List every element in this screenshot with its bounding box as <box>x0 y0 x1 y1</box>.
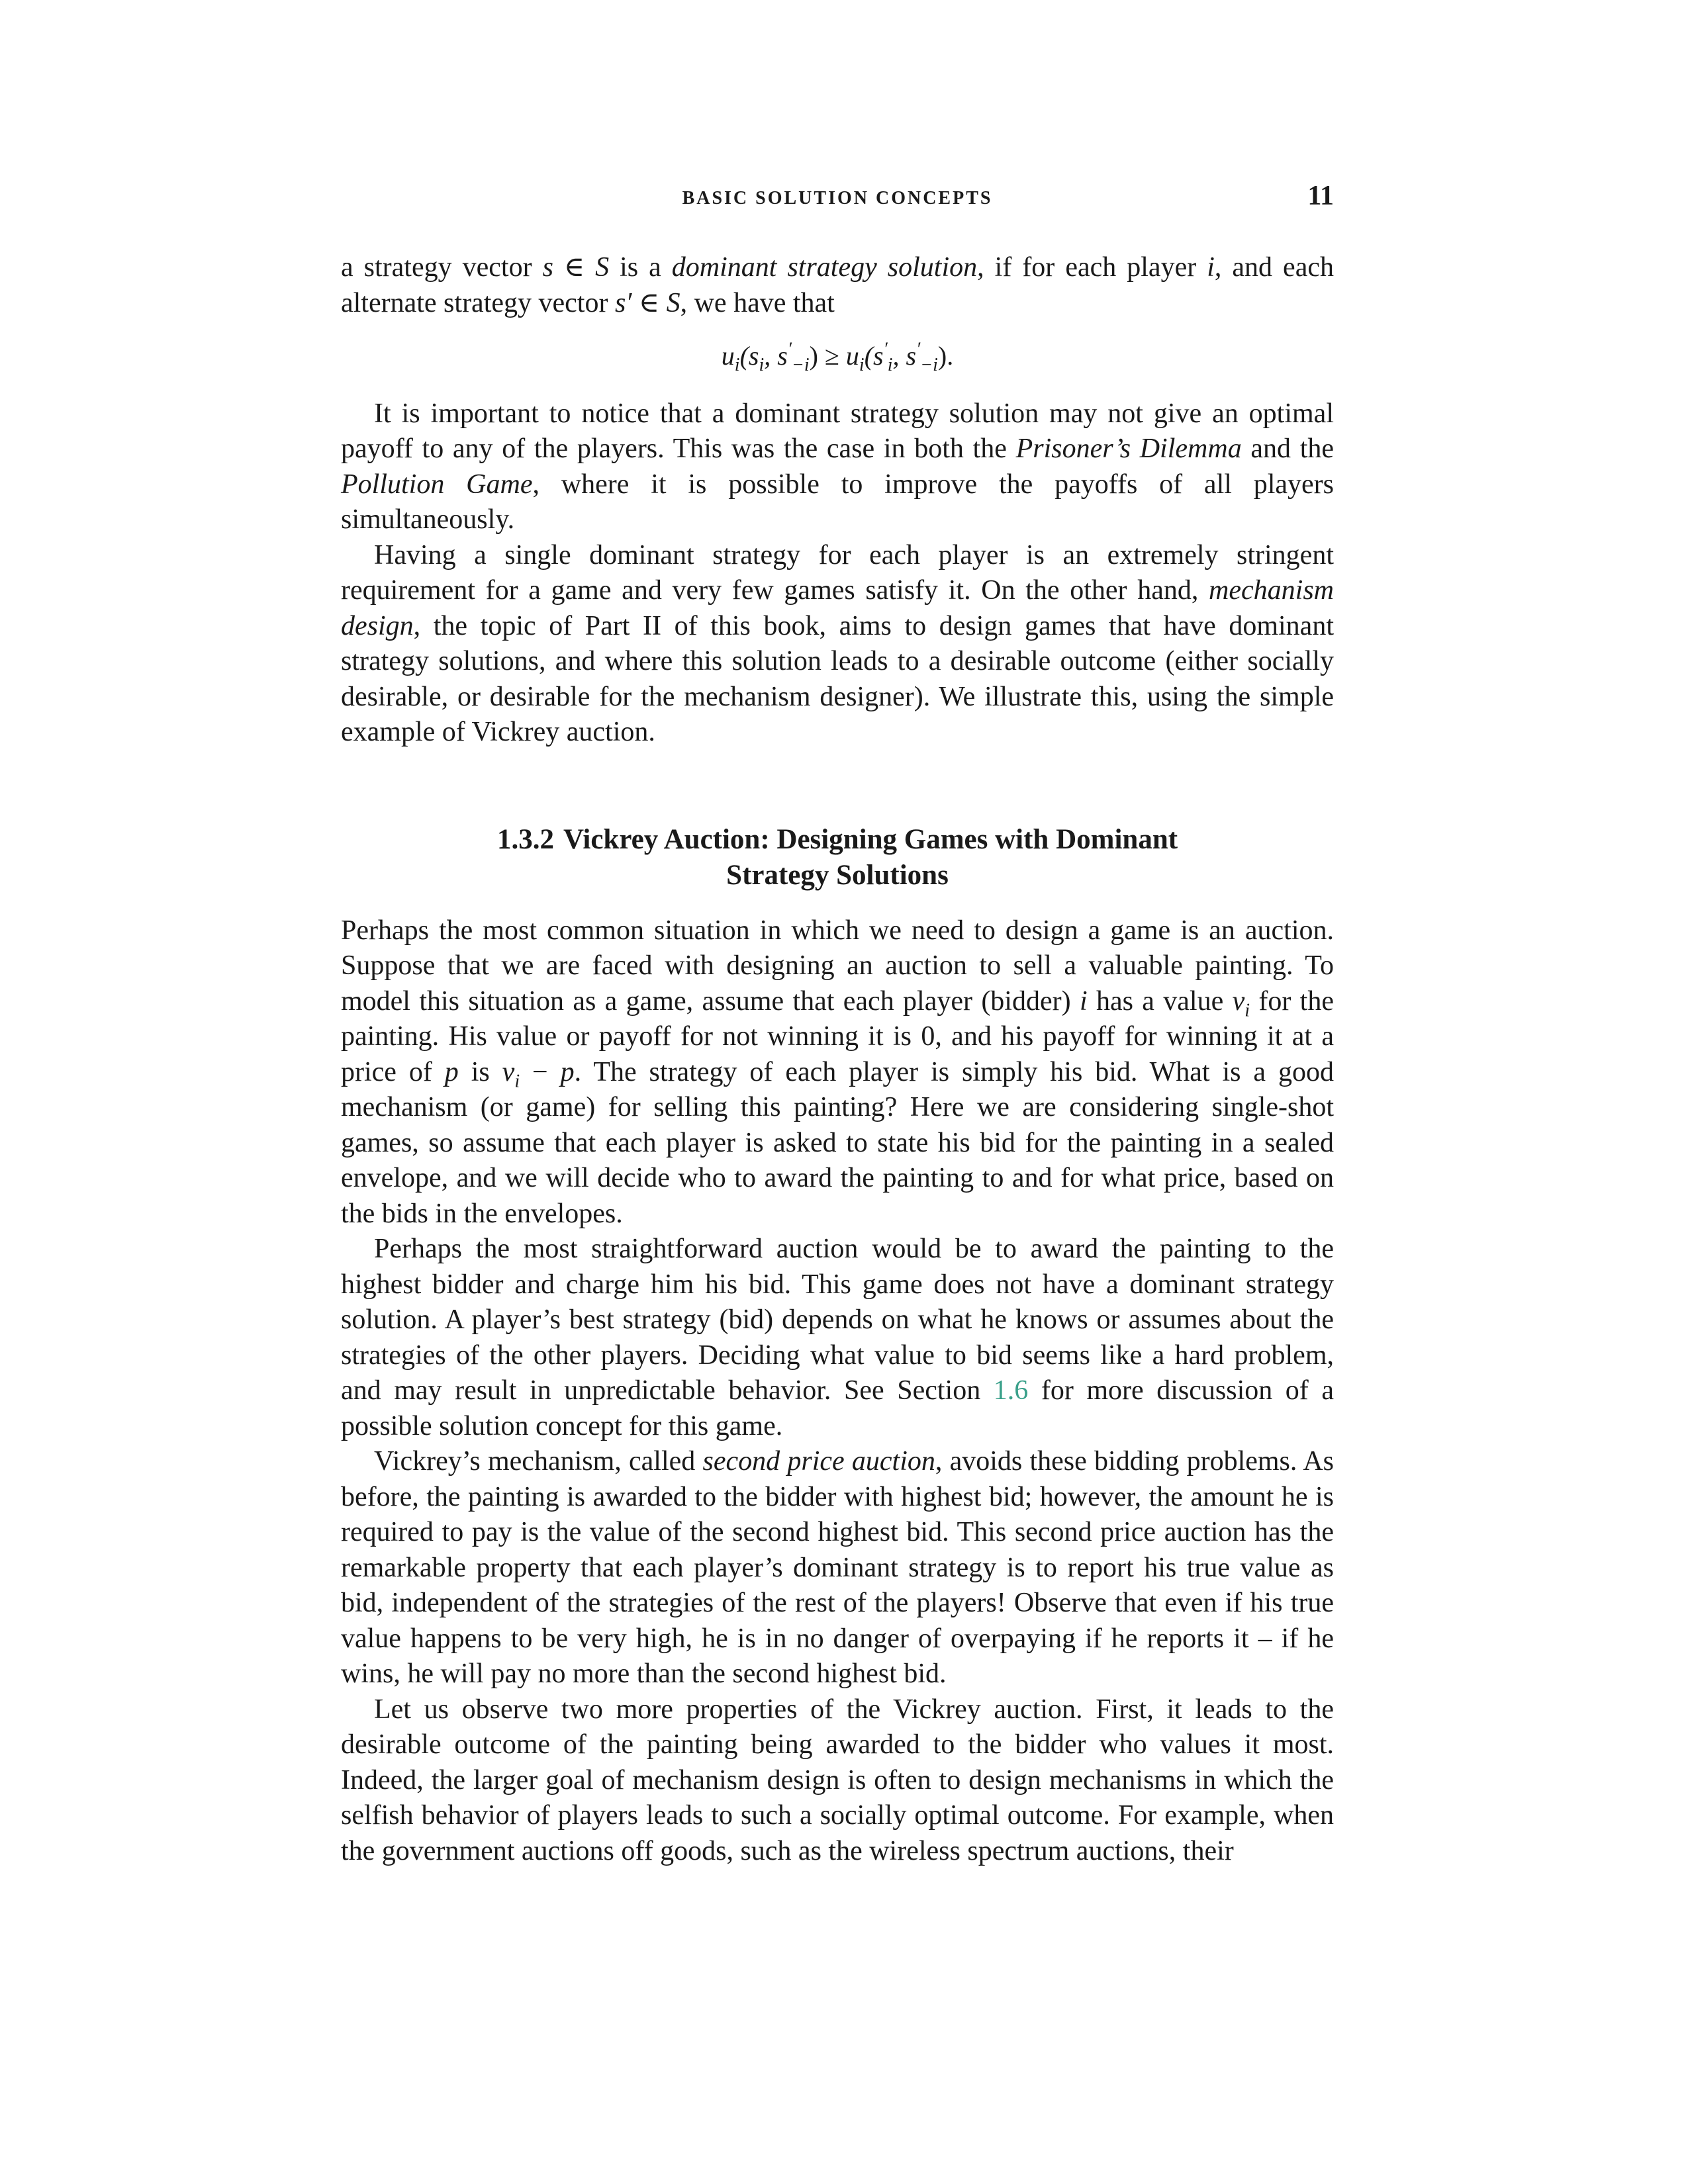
paragraph-first-price: Perhaps the most straightforward auction would be to award the painting to the highest bidder and charge him his bid. This game does not have a dominant strategy solution. A player’s best strategy (bid) depends on what he knows or assumes about the strategies of the other players. Deciding what value to bid seems like a hard problem, and may result in unpredictable behavior. See Section 1.6 for more discussion of a possible solution concept for this game. <box>341 1234 1335 1441</box>
intro-paragraph: a strategy vector s ∈ S is a dominant strategy solution, if for each player i, and each alternate strategy vector s′ ∈ S, we have that <box>341 252 1334 318</box>
paragraph-properties: Let us observe two more properties of the Vickrey auction. First, it leads to the desirable outcome of the painting being awarded to the bidder who values it most. Indeed, the larger goal of mechanism design is often to design mechanisms in which the selfish behavior of players leads to such a socially optimal outcome. For example, when the government auctions off goods, such as the wireless spectrum auctions, their <box>341 1694 1334 1866</box>
section-title-line1: Vickrey Auction: Designing Games with Dominant <box>563 823 1178 855</box>
section-title-line2: Strategy Solutions <box>726 859 949 891</box>
section-reference-link[interactable]: 1.6 <box>993 1375 1029 1406</box>
page-header <box>341 180 1334 226</box>
paragraph-auction-setup: Perhaps the most common situation in which we need to design a game is an auction. Suppose that we are faced with designing an auction to sell a valuable painting. To model this situation as a game, assume that each player (bidder) i has a value $v_i$ for the painting. His value or payoff for not winning it is 0, and his payoff for winning it at a price of p is $v_i - p$. The strategy of each player is simply his bid. What is a good mechanism (or game) for selling this painting? Here we are considering single-shot games, so assume that each player is asked to state his bid for the painting in a sealed envelope, and we will decide who to award the painting to and for what price, based on the bids in the envelopes. <box>341 915 1334 1229</box>
term-dominant-strategy-solution: dominant strategy solution <box>671 252 978 283</box>
section-number: 1.3.2 <box>496 823 554 855</box>
paragraph-second-price: Vickrey’s mechanism, called second price auction, avoids these bidding problems. As before, the painting is awarded to the bidder with highest bid; however, the amount he is required to pay is the value of the second highest bid. This second price auction has the remarkable property that each player’s dominant strategy is to report his true value as bid, independent of the strategies of the rest of the players! Observe that even if his true value happens to be very high, he is in no danger of overpaying if he reports it – if he wins, he will pay no more than the second highest bid. <box>341 1446 1334 1689</box>
display-equation: $u_i(s_i$, $s'_{-i}) \ge u_i(s'_i$, $s'_{-i}$). <box>721 339 954 375</box>
paragraph-optimal-payoff: It is important to notice that a dominant strategy solution may not give an optimal payoff to any of the players. This was the case in both the Prisoner’s Dilemma and the Pollution Game, where it is possible to improve the payoffs of all players simultaneously. <box>341 398 1335 535</box>
running-head: BASIC SOLUTION CONCEPTS <box>682 188 993 208</box>
paragraph-mechanism-design: Having a single dominant strategy for each player is an extremely stringent requirement for a game and very few games satisfy it. On the other hand, mechanism design, the topic of Part II of this book, aims to design games that have dominant strategy solutions, and where this solution leads to a desirable outcome (either socially desirable, or desirable for the mechanism designer). We illustrate this, using the simple example of Vickrey auction. <box>341 539 1334 747</box>
body-text <box>341 250 1334 1869</box>
section-heading <box>341 822 1334 893</box>
page-number: 11 <box>1307 181 1334 211</box>
math-s: s <box>542 252 553 283</box>
